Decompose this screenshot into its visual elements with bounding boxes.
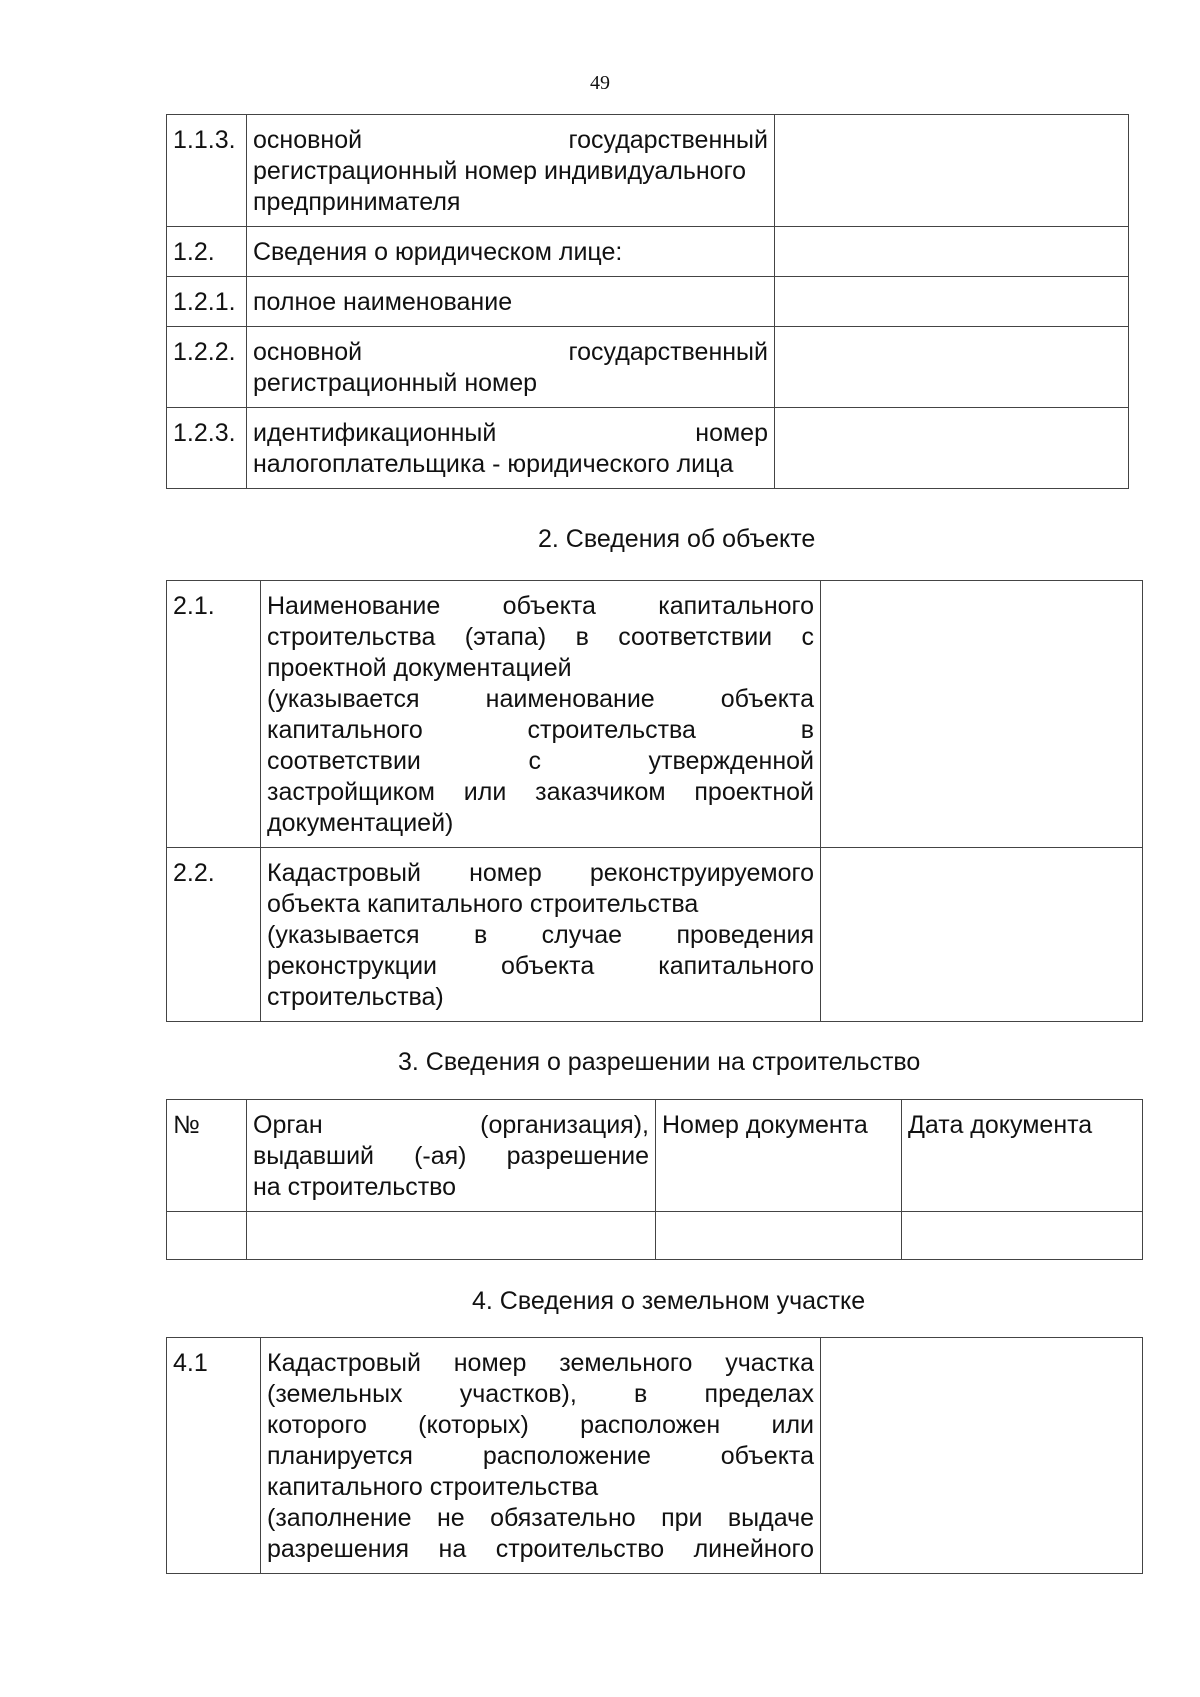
value-cell[interactable] [821, 581, 1143, 848]
row-number: 2.2. [167, 848, 261, 1022]
page-number: 49 [590, 72, 610, 94]
column-header-authority: Орган (организация), выдавший (-ая) разрешение на строительство [247, 1100, 656, 1212]
cell-authority[interactable] [247, 1212, 656, 1260]
value-cell[interactable] [821, 1338, 1143, 1574]
cell-number[interactable] [167, 1212, 247, 1260]
column-header-document-number: Номер документа [656, 1100, 902, 1212]
row-label: основной государственный регистрационный номер индивидуального предпринимателя [247, 115, 775, 227]
row-number: 1.2.2. [167, 327, 247, 408]
row-number: 1.2. [167, 227, 247, 277]
section2-heading: 2. Сведения об объекте [538, 525, 816, 553]
row-number: 1.2.3. [167, 408, 247, 489]
cell-document-number[interactable] [656, 1212, 902, 1260]
table-row [167, 581, 1143, 848]
section2-table [166, 580, 1143, 1022]
row-number: 2.1. [167, 581, 261, 848]
section3-table [166, 1099, 1143, 1260]
section4-heading: 4. Сведения о земельном участке [472, 1287, 866, 1315]
value-cell[interactable] [775, 277, 1129, 327]
row-label: основной государственный регистрационный номер [247, 327, 775, 408]
row-label: идентификационный номер налогоплательщика - юридического лица [247, 408, 775, 489]
table-row [167, 115, 1129, 227]
section1-table [166, 114, 1129, 489]
table-row [167, 848, 1143, 1022]
row-number: 4.1 [167, 1338, 261, 1574]
table-row [167, 1338, 1143, 1574]
table-row [167, 408, 1129, 489]
value-cell[interactable] [775, 408, 1129, 489]
row-number: 1.1.3. [167, 115, 247, 227]
section3-heading: 3. Сведения о разрешении на строительство [398, 1048, 921, 1076]
column-header-number: № [167, 1100, 247, 1212]
row-label: Наименование объекта капитального строительства (этапа) в соответствии с проектной документацией (указывается наименование объекта капитального строительства в соответствии с утвержденной застройщиком или заказчиком проектной документацией) [261, 581, 821, 848]
value-cell[interactable] [775, 227, 1129, 277]
value-cell[interactable] [775, 115, 1129, 227]
table-row [167, 1212, 1143, 1260]
row-label: полное наименование [247, 277, 775, 327]
column-header-document-date: Дата документа [902, 1100, 1143, 1212]
value-cell[interactable] [821, 848, 1143, 1022]
row-label: Кадастровый номер реконструируемого объекта капитального строительства (указывается в случае проведения реконструкции объекта капитального строительства) [261, 848, 821, 1022]
value-cell[interactable] [775, 327, 1129, 408]
cell-document-date[interactable] [902, 1212, 1143, 1260]
row-number: 1.2.1. [167, 277, 247, 327]
row-label: Кадастровый номер земельного участка (земельных участков), в пределах которого (которых) расположен или планируется расположение объекта капитального строительства (заполнение не обязательно при выдаче разрешения на строительство линейного [261, 1338, 821, 1574]
table-header-row [167, 1100, 1143, 1212]
table-row [167, 327, 1129, 408]
table-row [167, 277, 1129, 327]
table-row [167, 227, 1129, 277]
section4-table [166, 1337, 1143, 1574]
row-label: Сведения о юридическом лице: [247, 227, 775, 277]
